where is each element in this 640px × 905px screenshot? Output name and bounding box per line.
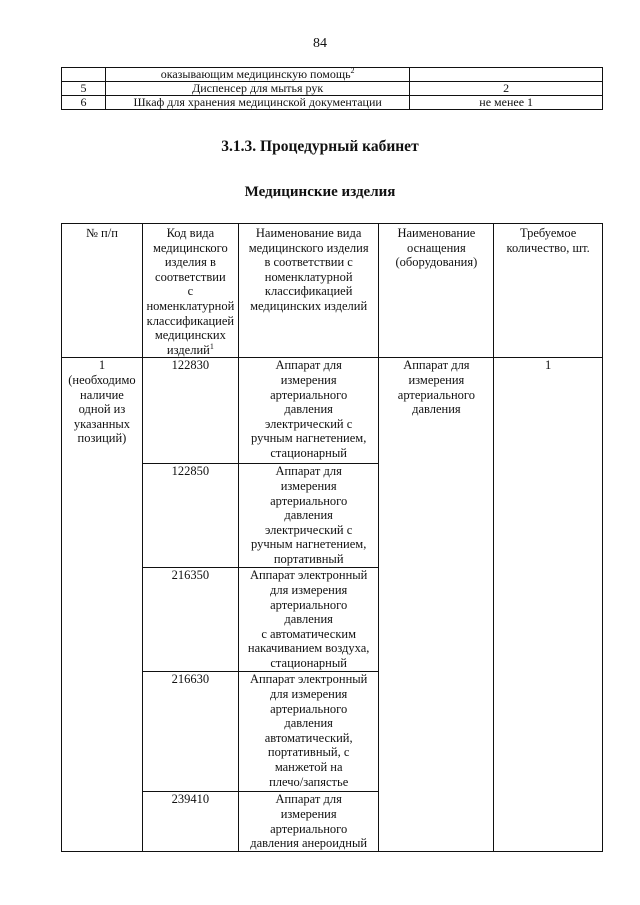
item-name: Аппарат для измерения артериального давления электрический с ручным нагнетением, стационарный	[238, 358, 379, 464]
item-code: 216350	[142, 568, 238, 672]
row-number: 5	[62, 82, 106, 96]
item-code: 122850	[142, 464, 238, 568]
table-row	[62, 96, 603, 110]
footnote-mark: 1	[209, 341, 214, 351]
table-row	[62, 82, 603, 96]
header-num: № п/п	[62, 224, 143, 358]
required-quantity: 1	[494, 358, 603, 852]
table-row	[62, 68, 603, 82]
item-code: 216630	[142, 672, 238, 792]
page-number: 84	[313, 36, 327, 51]
item-name: Аппарат для измерения артериального давления электрический с ручным нагнетением, портативный	[238, 464, 379, 568]
row-number	[62, 68, 106, 82]
row-number: 6	[62, 96, 106, 110]
item-code: 239410	[142, 792, 238, 852]
group-number: 1 (необходимо наличие одной из указанных позиций)	[62, 358, 143, 852]
item-name: Аппарат для измерения артериального давления анероидный	[238, 792, 379, 852]
table-header-row	[62, 224, 603, 358]
item-name: Аппарат электронный для измерения артериального давления с автоматическим накачиванием воздуха, стационарный	[238, 568, 379, 672]
row-name: Диспенсер для мытья рук	[105, 82, 409, 96]
header-code: Код вида медицинского изделия в соответствии с номенклатурной классификацией медицинских изделий$^1$	[142, 224, 238, 358]
header-name: Наименование вида медицинского изделия в соответствии с номенклатурной классификацией медицинских изделий	[238, 224, 379, 358]
section-title: 3.1.3. Процедурный кабинет	[221, 138, 419, 155]
row-quantity: не менее 1	[410, 96, 603, 110]
medical-devices-table	[61, 223, 603, 852]
item-name: Аппарат электронный для измерения артериального давления автоматический, портативный, с манжетой на плечо/запястье	[238, 672, 379, 792]
table-row	[62, 358, 603, 464]
row-quantity	[410, 68, 603, 82]
row-quantity: 2	[410, 82, 603, 96]
header-equipment: Наименование оснащения (оборудования)	[379, 224, 494, 358]
previous-table	[61, 67, 603, 110]
equipment-name: Аппарат для измерения артериального давления	[379, 358, 494, 852]
row-name: Шкаф для хранения медицинской документации	[105, 96, 409, 110]
subtitle: Медицинские изделия	[244, 184, 396, 200]
row-name: оказывающим медицинскую помощь$^2$	[105, 68, 409, 82]
header-quantity: Требуемое количество, шт.	[494, 224, 603, 358]
item-code: 122830	[142, 358, 238, 464]
footnote-mark: 2	[350, 66, 355, 75]
